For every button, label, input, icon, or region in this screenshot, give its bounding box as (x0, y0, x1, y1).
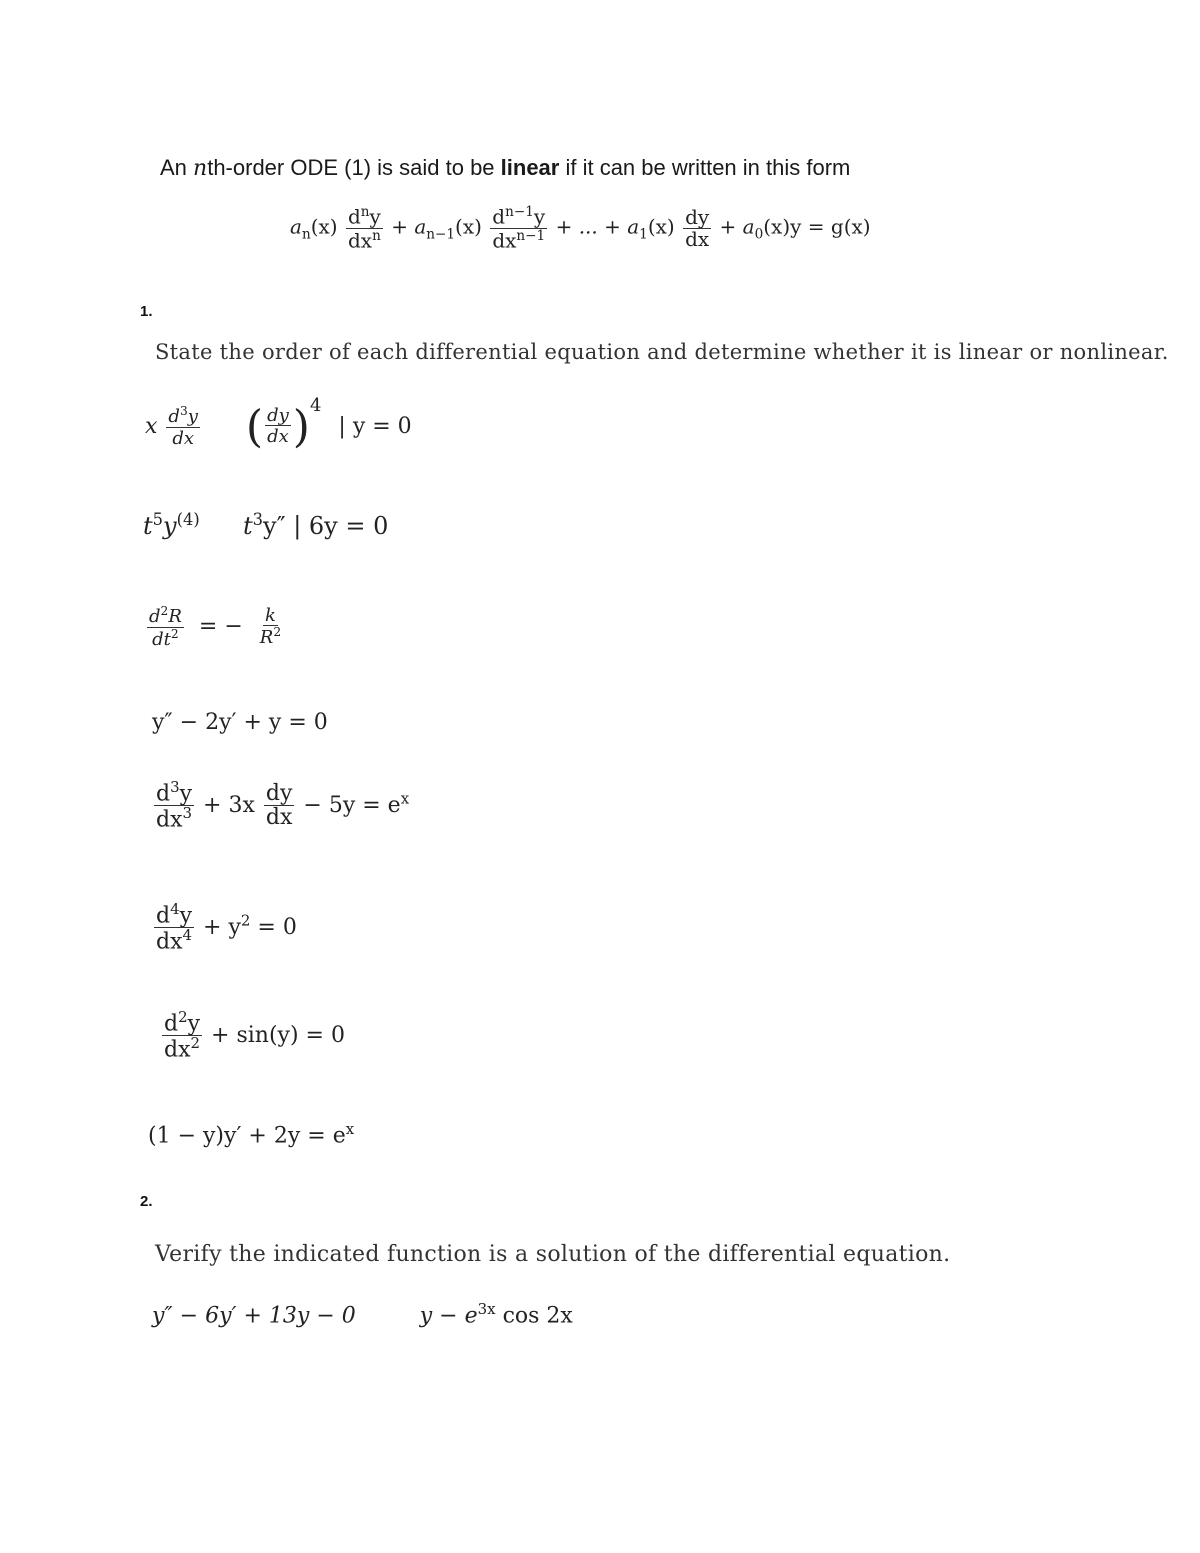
equation-7: $\frac{d^2y}{dx^2}$ + sin(y) = 0 (164, 1008, 345, 1063)
equation-5: $\frac{d^3y}{dx^3}$ + 3x $\frac{dy}{dx}$ − $5y = e^x$ (156, 778, 410, 833)
equation-8: $(1 - y)y' + 2y = e^x$ (148, 1120, 355, 1149)
question-1-number: 1. (140, 303, 153, 320)
question-2-instruction: Verify the indicated function is a solution of the differential equation. (155, 1242, 951, 1267)
general-linear-form: $a_n(x)$ $\frac{d^ny}{dx^n}$ + $a_{n-1}(x)$ $\frac{d^{n-1}y}{dx^{n-1}}$ + ... + $a_1(x)$ $\frac{dy}{dx}$ + $a_0(x)y = g(x)$ (290, 204, 871, 253)
equation-3: $\frac{d^2R}{dt^2}$ = − $\frac{k}{R^2}$ (149, 604, 282, 650)
question-1-instruction: State the order of each differential equation and determine whether it is linear or nonlinear. (155, 340, 1169, 364)
equation-1: x $\frac{d^3y}{dx}$ ( $\frac{dy}{dx}$ )$^4$ | y = 0 (145, 395, 412, 453)
equation-6: $\frac{d^4y}{dx^4}$ + $y^2 = 0$ (156, 900, 297, 955)
question-2-number: 2. (140, 1193, 153, 1210)
linear-term: linear (500, 155, 560, 180)
intro-text: An nth-order ODE (1) is said to be linear if it can be written in this form (160, 155, 851, 181)
equation-4: y″ − 2y′ + y = 0 (152, 710, 328, 735)
question-2-equation: y″ − 6y′ + 13y − 0 $y - e^{3x}$ cos 2x (152, 1300, 573, 1329)
equation-2: $t^5y^{(4)}$ $t^3y''$ | 6y = 0 (143, 510, 389, 540)
